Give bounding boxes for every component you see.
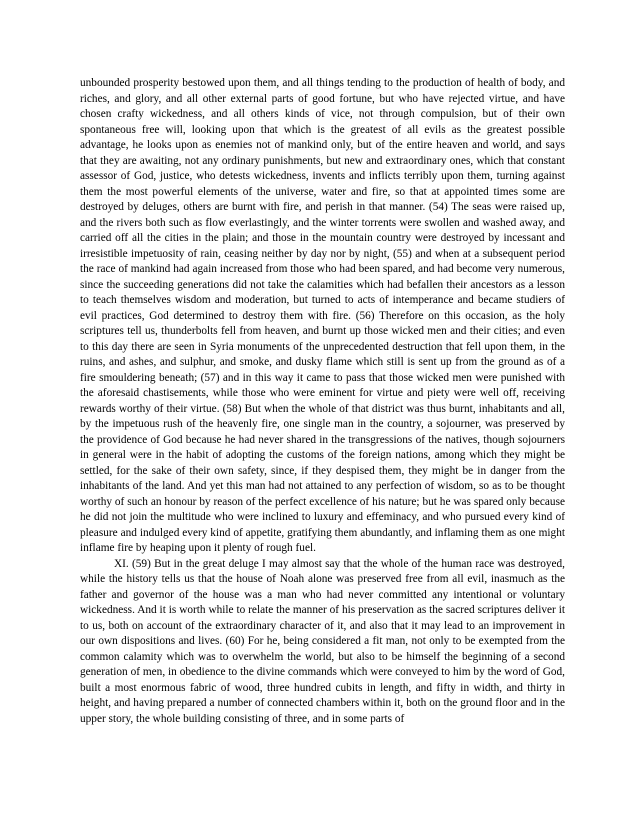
- paragraph-continuation: unbounded prosperity bestowed upon them, and all things tending to the production of health of body, and riches, and glory, and all other external parts of good fortune, but who have rejected virtue, and have chosen crafty wickedness, and all others kinds of vice, not through compulsion, but of their own spontaneous free will, looking upon that which is the greatest of all evils as the greatest possible advantage, he looks upon as enemies not of mankind only, but of the entire heaven and world, and says that they are awaiting, not any ordinary punishments, but new and extraordinary ones, which that constant assessor of God, justice, who detests wickedness, invents and inflicts terribly upon them, turning against them the most powerful elements of the universe, water and fire, so that at appointed times some are destroyed by deluges, others are burnt with fire, and perish in that manner. (54) The seas were raised up, and the rivers both such as flow everlastingly, and the winter torrents were swollen and washed away, and carried off all the cities in the plain; and those in the mountain country were destroyed by incessant and irresistible impetuosity of rain, ceasing neither by day nor by night, (55) and when at a subsequent period the race of mankind had again increased from those who had been spared, and had become very numerous, since the succeeding generations did not take the calamities which had befallen their ancestors as a lesson to teach themselves wisdom and moderation, but turned to acts of intemperance and became studiers of evil practices, God determined to destroy them with fire. (56) Therefore on this occasion, as the holy scriptures tell us, thunderbolts fell from heaven, and burnt up those wicked men and their cities; and even to this day there are seen in Syria monuments of the unprecedented destruction that fell upon them, in the ruins, and ashes, and sulphur, and smoke, and dusky flame which still is sent up from the ground as of a fire smouldering beneath; (57) and in this way it came to pass that those wicked men were punished with the aforesaid chastisements, while those who were eminent for virtue and piety were well off, receiving rewards worthy of their virtue. (58) But when the whole of that district was thus burnt, inhabitants and all, by the impetuous rush of the heavenly fire, one single man in the country, a sojourner, was preserved by the providence of God because he had never shared in the transgressions of the natives, though sojourners in general were in the habit of adopting the customs of the foreign nations, among which they might be settled, for the sake of their own safety, since, if they despised them, they might be in danger from the inhabitants of the land. And yet this man had not attained to any perfection of wisdom, so as to be thought worthy of such an honour by reason of the perfect excellence of his nature; but he was spared only because he did not join the multitude who were inclined to luxury and effeminacy, and who pursued every kind of pleasure and indulged every kind of appetite, gratifying them abundantly, and inflaming them as one might inflame fire by heaping upon it plenty of rough fuel.: [80, 77, 565, 554]
- document-page: [80, 76, 565, 727]
- paragraph-section-xi: XI. (59) But in the great deluge I may almost say that the whole of the human race was destroyed, while the history tells us that the house of Noah alone was preserved free from all evil, inasmuch as the father and governor of the house was a man who had never committed any intentional or voluntary wickedness. And it is worth while to relate the manner of his preservation as the sacred scriptures deliver it to us, both on account of the extraordinary character of it, and also that it may lead to an improvement in our own dispositions and lives. (60) For he, being considered a fit man, not only to be exempted from the common calamity which was to overwhelm the world, but also to be himself the beginning of a second generation of men, in obedience to the divine commands which were conveyed to him by the word of God, built a most enormous fabric of wood, three hundred cubits in length, and fifty in width, and thirty in height, and having prepared a number of connected chambers within it, both on the ground floor and in the upper story, the whole building consisting of three, and in some parts of: [80, 557, 565, 725]
